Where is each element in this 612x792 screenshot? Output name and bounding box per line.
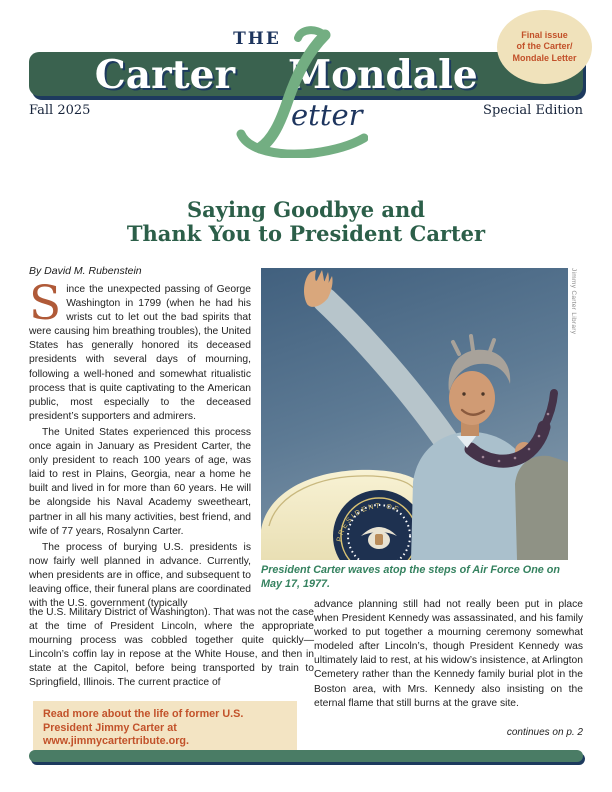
byline: By David M. Rubenstein <box>29 265 142 277</box>
final-issue-badge <box>497 10 592 84</box>
eye <box>462 392 465 395</box>
headline-line2: Thank You to President Carter <box>126 221 486 246</box>
dropcap: S <box>29 276 62 331</box>
paragraph-1-text: ince the unexpected passing of George Washington in 1799 (when he had his wrists cut to let out the bad spirits that were causing him breathing troubles), the United States has generally honored its deceased presidents with several days of mourning, following a well-honed and somewhat ritualistic process that is quite captivating to the American public, most especially to the deceased president’s supporters and admirers. <box>29 284 251 422</box>
footer-bar <box>29 750 583 762</box>
carter-photo-illustration <box>261 268 568 560</box>
issue-date: Fall 2025 <box>29 103 91 118</box>
seal-text: PRESIDENT OF <box>335 502 401 543</box>
article-column-left-wide <box>29 606 314 691</box>
masthead-etter: etter <box>291 98 363 132</box>
paragraph-4: advance planning still had not really been put in place when President Kennedy was assassinated, and his family worked to put together a mourning ceremony somewhat modeled after Lincoln’s, though President Kennedy was ultimately laid to rest, at his widow’s insistence, at Arlington Cemetery rather than the Kennedy family burial plot in the Boston area, with Mrs. Kennedy also insisting on the eternal flame that still burns at the grave site. <box>314 599 583 709</box>
paragraph-3b: the U.S. Military District of Washington). That was not the case at the time of President Lincoln, where the appropriate mourning process was cobbled together quite quickly—Lincoln’s coffin lay in repose at the White House, and then in state at the Capitol, before being transported by train to Springfield, Illinois. The current practice of <box>29 607 314 689</box>
carter-photo <box>261 268 568 560</box>
masthead-mondale: Mondale <box>288 52 478 98</box>
badge-line: Final issue <box>521 29 568 40</box>
article-column-left <box>29 276 251 611</box>
masthead-the: THE <box>233 29 281 49</box>
eye <box>481 392 484 395</box>
article-headline <box>46 198 566 246</box>
paragraph-3a: The process of burying U.S. presidents is now fairly well planned in advance. Currently, when presidents are in office, and subsequent to leaving office, their funeral plans are coordinated with the U.S. government (typically <box>29 541 251 610</box>
paragraph-2: The United States experienced this process once again in January as President Carter, the only president to reach 100 years of age, was laid to rest in Plains, Georgia, near a home he built and lived in for more than 60 years. He will be alongside his Naval Academy sweetheart, partner in all his many activities, best friend, and wife of 77 years, Rosalynn Carter. <box>29 426 251 537</box>
photo-caption: President Carter waves atop the steps of Air Force One on May 17, 1977. <box>261 564 560 590</box>
read-more-box: Read more about the life of former U.S. President Jimmy Carter at www.jimmycartertribute.org. <box>33 701 297 757</box>
article-column-right <box>314 598 583 711</box>
badge-line: Mondale Letter <box>512 52 577 63</box>
edition-label: Special Edition <box>483 103 583 118</box>
face <box>449 371 495 425</box>
jacket-over-shoulder <box>515 456 568 560</box>
badge-line: of the Carter/ <box>516 41 573 52</box>
photo-credit: Jimmy Carter Library <box>570 268 577 335</box>
masthead-carter: Carter <box>94 52 235 98</box>
paragraph-1 <box>29 276 251 424</box>
continued-notice: continues on p. 2 <box>506 727 583 738</box>
headline-line1: Saying Goodbye and <box>187 197 425 222</box>
script-letter-l-icon <box>228 26 368 158</box>
